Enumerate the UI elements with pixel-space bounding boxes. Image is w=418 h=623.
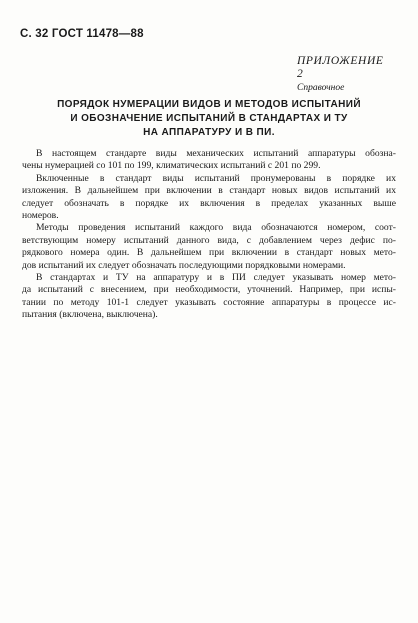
body-text bbox=[22, 148, 396, 322]
text-line: изложения. В дальнейшем при включении в стандарт новых видов испытаний их bbox=[22, 185, 396, 197]
appendix-note: Справочное bbox=[297, 83, 345, 93]
paragraph-included-tests bbox=[22, 173, 396, 223]
text-line: номеров. bbox=[22, 210, 59, 222]
title-line: НА АППАРАТУРУ И В ПИ. bbox=[143, 127, 275, 138]
text-line: следует обозначать в порядке их включения в пределах указанных выше bbox=[22, 197, 396, 209]
paragraph-standards-usage bbox=[22, 272, 396, 322]
appendix-block bbox=[297, 55, 392, 94]
text-line: В стандартах и ТУ на аппаратуру и в ПИ следует указывать номер мето- bbox=[36, 272, 396, 284]
text-line: ветствующим номеру испытаний данного вида, с добавлением через дефис по- bbox=[22, 234, 396, 246]
text-line: В настоящем стандарте виды механических испытаний аппаратуры обозна- bbox=[36, 148, 396, 159]
text-line: рядкового номера один. В дальнейшем при включении в стандарт новых мето- bbox=[22, 247, 396, 259]
paragraph-methods bbox=[22, 222, 396, 272]
text-line: дов испытаний их следует обозначать последующими порядковыми номерами. bbox=[22, 259, 346, 271]
text-line: Методы проведения испытаний каждого вида обозначаются номером, соот- bbox=[36, 222, 396, 234]
text-line: тании по методу 101-1 следует указывать состояние аппаратуры в процессе ис- bbox=[22, 296, 396, 308]
text-line: Включенные в стандарт виды испытаний пронумерованы в порядке их bbox=[36, 172, 396, 184]
title-line: И ОБОЗНАЧЕНИЕ ИСПЫТАНИЙ В СТАНДАРТАХ И ТУ bbox=[70, 113, 348, 124]
text-line: пытания (включена, выключена). bbox=[22, 309, 158, 321]
document-title bbox=[28, 98, 390, 140]
text-line: чены нумерацией со 101 по 199, климатических испытаний с 201 по 299. bbox=[22, 160, 321, 172]
text-line: да испытаний с внесением, при необходимости, уточнений. Например, при испы- bbox=[22, 284, 396, 296]
paragraph-numbering bbox=[22, 148, 396, 173]
title-line: ПОРЯДОК НУМЕРАЦИИ ВИДОВ И МЕТОДОВ ИСПЫТАНИЙ bbox=[57, 99, 361, 110]
appendix-title: ПРИЛОЖЕНИЕ 2 bbox=[297, 55, 384, 80]
page-header-code: С. 32 ГОСТ 11478—88 bbox=[20, 28, 144, 40]
